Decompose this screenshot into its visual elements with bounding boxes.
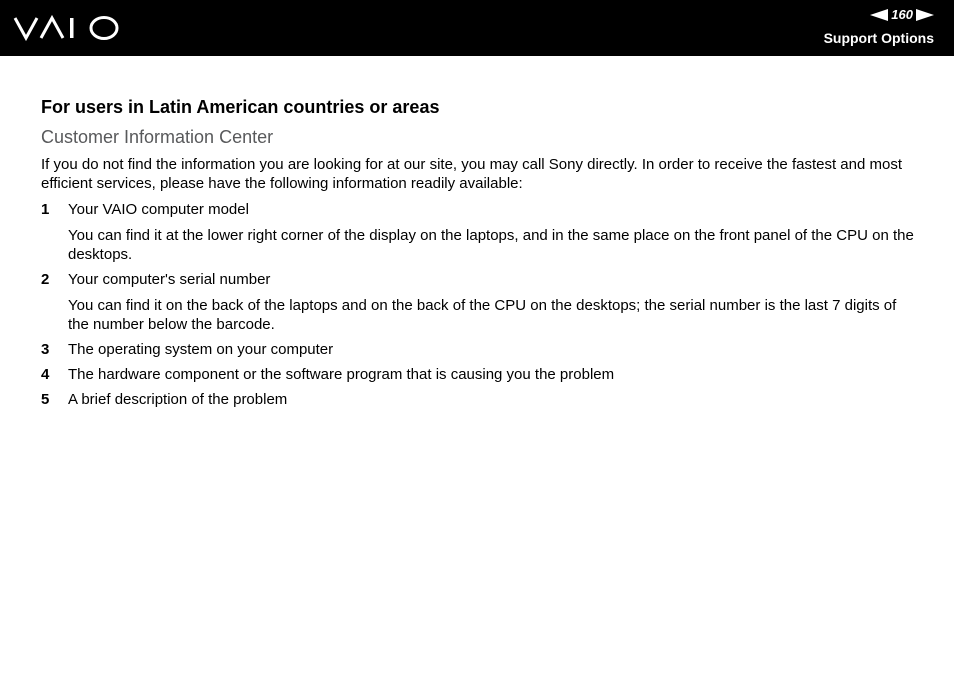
list-item-number: 1	[41, 201, 50, 218]
page-number: 160	[891, 7, 913, 22]
list-item	[41, 365, 921, 384]
page-heading: For users in Latin American countries or areas	[41, 97, 440, 117]
list-item	[41, 340, 921, 359]
list-item-number: 5	[41, 391, 50, 408]
page-header	[0, 0, 954, 56]
list-item-title: Your computer's serial number	[68, 271, 271, 288]
list-item-number: 2	[41, 271, 50, 288]
list-item-title: A brief description of the problem	[68, 391, 288, 408]
list-item-description: You can find it on the back of the laptops and on the back of the CPU on the desktops; the serial number is the last 7 digits of the number below the barcode.	[68, 297, 897, 333]
info-list	[41, 200, 921, 409]
page-subheading: Customer Information Center	[41, 127, 274, 147]
next-page-arrow-icon[interactable]	[916, 9, 934, 21]
list-item	[41, 390, 921, 409]
vaio-logo	[13, 14, 121, 44]
list-item-title: The operating system on your computer	[68, 341, 334, 358]
list-item-description: You can find it at the lower right corner of the display on the laptops, and in the same place on the front panel of the CPU on the desktops.	[68, 227, 914, 263]
list-item-number: 4	[41, 366, 50, 383]
list-item-title: The hardware component or the software program that is causing you the problem	[68, 366, 615, 383]
list-item	[41, 270, 921, 334]
list-item	[41, 200, 921, 264]
page-navigation	[870, 7, 934, 23]
intro-paragraph: If you do not find the information you are looking for at our site, you may call Sony directly. In order to receive the fastest and most efficient services, please have the following information readily available:	[41, 156, 902, 192]
section-title: Support Options	[823, 30, 934, 46]
main-content	[41, 96, 921, 415]
list-item-title: Your VAIO computer model	[68, 201, 249, 218]
list-item-number: 3	[41, 341, 50, 358]
previous-page-arrow-icon[interactable]	[870, 9, 888, 21]
